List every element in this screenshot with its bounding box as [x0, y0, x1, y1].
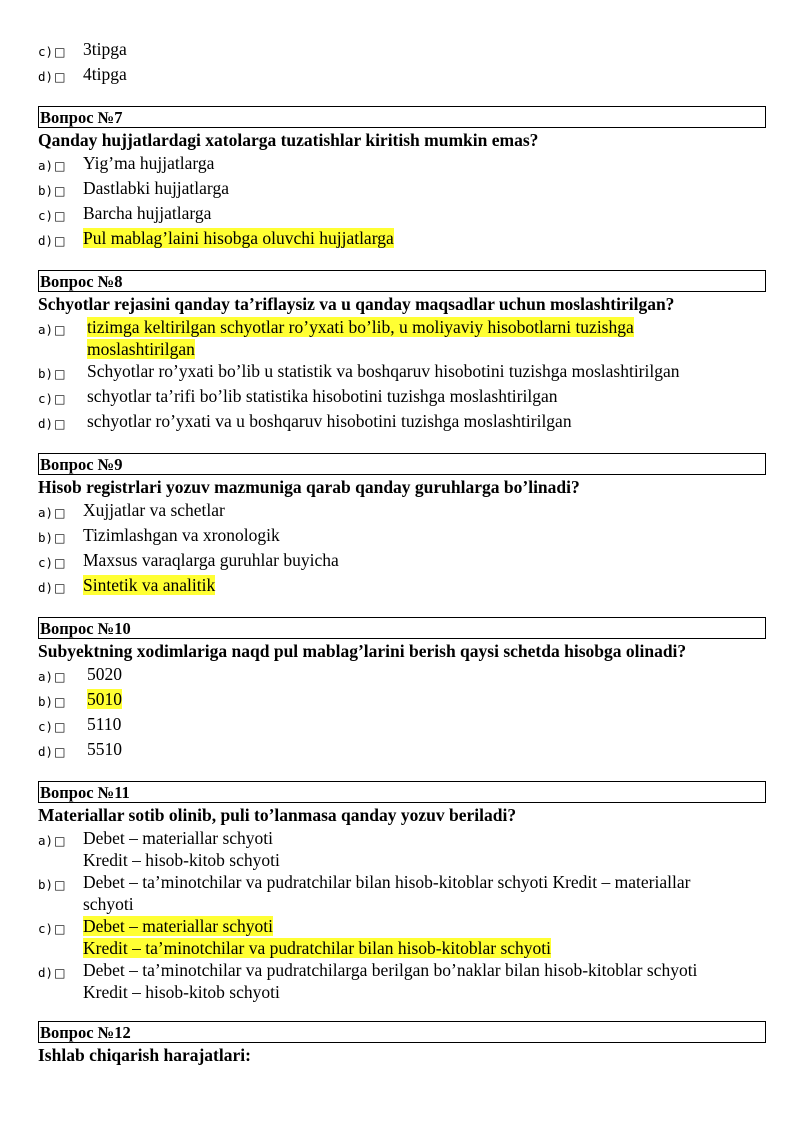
option-item-correct[interactable] — [38, 227, 766, 252]
quiz-page — [38, 38, 766, 1067]
option-marker: d) — [38, 416, 54, 431]
options-list — [38, 38, 766, 88]
option-text-highlighted: tizimga keltirilgan schyotlar ro’yxati bo’lib, u moliyaviy hisobotlarni tuzishga — [87, 317, 634, 337]
option-marker: d) — [38, 233, 54, 248]
option-marker: c) — [38, 555, 54, 570]
option-item[interactable] — [38, 152, 766, 177]
option-text: Maxsus varaqlarga guruhlar buyicha — [83, 550, 339, 570]
option-item[interactable] — [38, 177, 766, 202]
option-text: Debet – ta’minotchilar va pudratchilar bilan hisob-kitoblar schyoti Kredit – materiallar — [83, 872, 691, 892]
option-marker: a) — [38, 505, 54, 520]
option-marker: d) — [38, 580, 54, 595]
question-title: Hisob registrlari yozuv mazmuniga qarab qanday guruhlarga bo’linadi? — [38, 477, 580, 497]
checkbox-icon: □ — [54, 581, 66, 595]
option-marker: c) — [38, 921, 54, 936]
option-text: schyotlar ta’rifi bo’lib statistika hisobotini tuzishga moslashtirilgan — [87, 386, 558, 406]
option-item[interactable] — [38, 827, 766, 871]
option-text-highlighted: Sintetik va analitik — [83, 575, 216, 595]
option-item[interactable] — [38, 713, 766, 738]
question-title: Subyektning xodimlariga naqd pul mablag’larini berish qaysi schetda hisobga olinadi? — [38, 641, 687, 661]
option-text: schyoti — [83, 894, 134, 914]
option-text: Kredit – hisob-kitob schyoti — [83, 982, 280, 1002]
checkbox-icon: □ — [54, 323, 66, 337]
question-block — [38, 270, 766, 435]
checkbox-icon: □ — [54, 184, 66, 198]
option-marker: b) — [38, 694, 54, 709]
question-number: Вопрос №10 — [38, 617, 766, 639]
option-text: Dastlabki hujjatlarga — [83, 178, 229, 198]
checkbox-icon: □ — [54, 834, 66, 848]
checkbox-icon: □ — [54, 556, 66, 570]
checkbox-icon: □ — [54, 234, 66, 248]
option-text: 5110 — [87, 714, 122, 734]
option-marker: c) — [38, 719, 54, 734]
option-text-highlighted: Pul mablag’laini hisobga oluvchi hujjatlarga — [83, 228, 394, 248]
option-marker: a) — [38, 322, 54, 337]
option-item-correct[interactable] — [38, 915, 766, 959]
question-block — [38, 781, 766, 1003]
question-title: Schyotlar rejasini qanday ta’riflaysiz va u qanday maqsadlar uchun moslashtirilgan? — [38, 294, 675, 314]
checkbox-icon: □ — [54, 695, 66, 709]
option-text: 3tipga — [83, 39, 127, 59]
option-marker: a) — [38, 669, 54, 684]
question-number: Вопрос №8 — [38, 270, 766, 292]
option-marker: c) — [38, 44, 54, 59]
option-text-highlighted: Kredit – ta’minotchilar va pudratchilar bilan hisob-kitoblar schyoti — [83, 938, 551, 958]
option-item[interactable] — [38, 360, 766, 385]
option-item[interactable] — [38, 663, 766, 688]
checkbox-icon: □ — [54, 531, 66, 545]
checkbox-icon: □ — [54, 392, 66, 406]
option-marker: d) — [38, 69, 54, 84]
option-text: Kredit – hisob-kitob schyoti — [83, 850, 280, 870]
option-text: Debet – ta’minotchilar va pudratchilarga berilgan bo’naklar bilan hisob-kitoblar schyoti — [83, 960, 698, 980]
option-text: 5020 — [87, 664, 122, 684]
checkbox-icon: □ — [54, 45, 66, 59]
option-text: Debet – materiallar schyoti — [83, 828, 273, 848]
option-text-highlighted: Debet – materiallar schyoti — [83, 916, 273, 936]
option-item[interactable] — [38, 410, 766, 435]
option-marker: b) — [38, 877, 54, 892]
option-marker: c) — [38, 208, 54, 223]
checkbox-icon: □ — [54, 417, 66, 431]
option-item-correct[interactable] — [38, 688, 766, 713]
checkbox-icon: □ — [54, 670, 66, 684]
option-marker: b) — [38, 530, 54, 545]
option-marker: b) — [38, 366, 54, 381]
question-title: Materiallar sotib olinib, puli to’lanmasa qanday yozuv beriladi? — [38, 805, 517, 825]
question-number: Вопрос №12 — [38, 1021, 766, 1043]
option-item[interactable] — [38, 959, 766, 1003]
option-text-highlighted: moslashtirilgan — [87, 339, 195, 359]
option-text: 5510 — [87, 739, 122, 759]
option-item[interactable] — [38, 738, 766, 763]
checkbox-icon: □ — [54, 966, 66, 980]
option-item[interactable] — [38, 499, 766, 524]
option-text: Xujjatlar va schetlar — [83, 500, 225, 520]
question-block — [38, 106, 766, 252]
checkbox-icon: □ — [54, 209, 66, 223]
question-title: Ishlab chiqarish harajatlari: — [38, 1045, 251, 1065]
option-item[interactable] — [38, 202, 766, 227]
checkbox-icon: □ — [54, 367, 66, 381]
option-marker: b) — [38, 183, 54, 198]
option-marker: a) — [38, 158, 54, 173]
option-text: Tizimlashgan va xronologik — [83, 525, 280, 545]
option-item[interactable] — [38, 63, 766, 88]
checkbox-icon: □ — [54, 720, 66, 734]
option-text: 4tipga — [83, 64, 127, 84]
question-block — [38, 617, 766, 763]
option-text: Yig’ma hujjatlarga — [83, 153, 215, 173]
question-block — [38, 453, 766, 599]
option-item[interactable] — [38, 524, 766, 549]
question-number: Вопрос №11 — [38, 781, 766, 803]
option-marker: a) — [38, 833, 54, 848]
checkbox-icon: □ — [54, 506, 66, 520]
checkbox-icon: □ — [54, 922, 66, 936]
option-item-correct[interactable] — [38, 574, 766, 599]
question-block — [38, 1021, 766, 1067]
option-text: schyotlar ro’yxati va u boshqaruv hisobotini tuzishga moslashtirilgan — [87, 411, 572, 431]
checkbox-icon: □ — [54, 878, 66, 892]
option-text: Barcha hujjatlarga — [83, 203, 212, 223]
option-marker: c) — [38, 391, 54, 406]
option-item-correct[interactable] — [38, 316, 766, 360]
option-item[interactable] — [38, 871, 766, 915]
option-text-highlighted: 5010 — [87, 689, 122, 709]
checkbox-icon: □ — [54, 159, 66, 173]
checkbox-icon: □ — [54, 745, 66, 759]
option-item[interactable] — [38, 549, 766, 574]
question-number: Вопрос №9 — [38, 453, 766, 475]
option-item[interactable] — [38, 385, 766, 410]
checkbox-icon: □ — [54, 70, 66, 84]
option-text: Schyotlar ro’yxati bo’lib u statistik va boshqaruv hisobotini tuzishga moslashtirilgan — [87, 361, 680, 381]
option-marker: d) — [38, 965, 54, 980]
question-title: Qanday hujjatlardagi xatolarga tuzatishlar kiritish mumkin emas? — [38, 130, 539, 150]
option-item[interactable] — [38, 38, 766, 63]
question-number: Вопрос №7 — [38, 106, 766, 128]
option-marker: d) — [38, 744, 54, 759]
